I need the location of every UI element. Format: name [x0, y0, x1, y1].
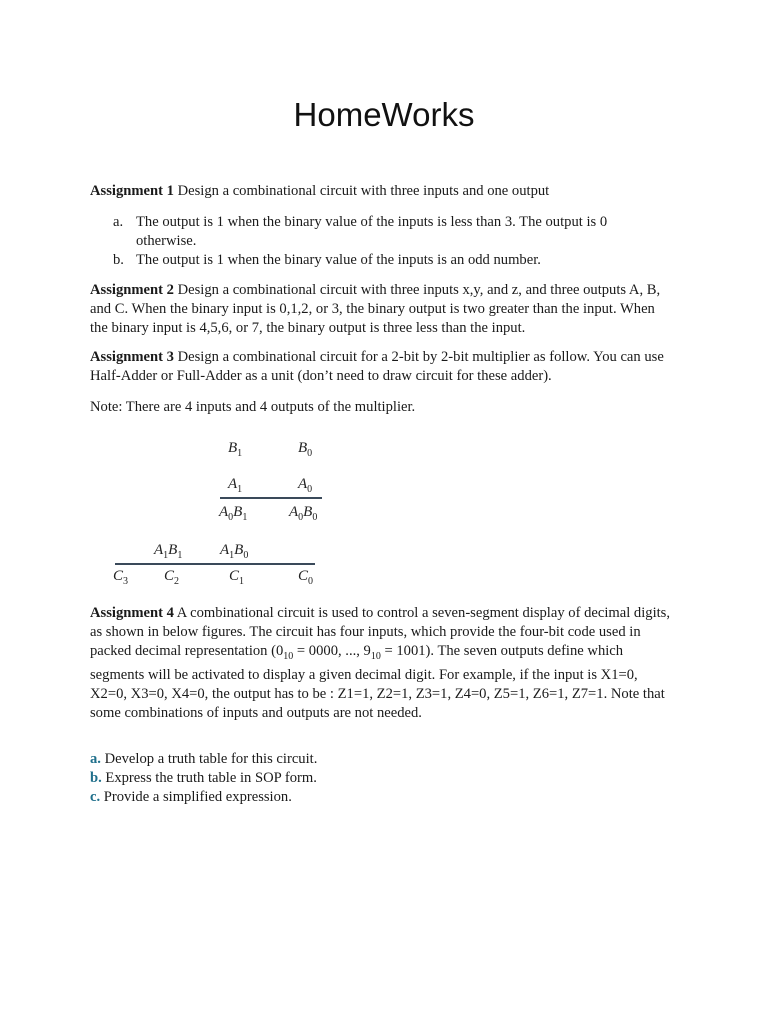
- assignment-3: [90, 348, 675, 386]
- term-a1b0: $A_1B_0$: [220, 542, 249, 561]
- assignment-4-text-3: = 1001). The seven outputs define which segments will be activated to display a given decimal digit. For example, if the input is X1=0, X2=0, X3=0, X4=0, the output has to be : Z1=1, Z2=1, Z3=1, Z4=0, Z5=1, Z6=1, Z7=1. Note that some combinations of inputs and outputs are not needed.: [90, 643, 665, 721]
- assignment-1-lead: Assignment 1: [90, 183, 174, 199]
- term-b1: $B_1$: [228, 440, 243, 459]
- assignment-4-lead: Assignment 4: [90, 605, 174, 621]
- term-b0: $B_0$: [298, 440, 313, 459]
- assignment-4-text-2: = 0000, ..., 9: [293, 643, 371, 659]
- subscript-10: 10: [370, 650, 381, 662]
- term-a1b1: $A_1B_1$: [154, 542, 183, 561]
- term-a1: $A_1$: [228, 476, 243, 495]
- assignment-4-task-b: [90, 769, 675, 788]
- assignment-1-text: Design a combinational circuit with three inputs and one output: [173, 183, 550, 199]
- term-a0b0: $A_0B_0$: [289, 504, 318, 523]
- subscript-10: 10: [283, 650, 294, 662]
- task-text: Provide a simplified expression.: [100, 789, 292, 805]
- assignment-4-task-c: [90, 788, 675, 807]
- task-letter: b.: [90, 770, 102, 786]
- term-c2: $C_2$: [164, 568, 180, 587]
- assignment-1-item-a: [113, 213, 673, 251]
- multiplier-rule-bottom: [115, 563, 315, 565]
- task-letter: a.: [90, 751, 101, 767]
- page-title: HomeWorks: [293, 96, 475, 133]
- term-c3: $C_3$: [113, 568, 129, 587]
- item-marker: a.: [113, 214, 124, 230]
- item-text: The output is 1 when the binary value of the inputs is less than 3. The output is 0 otherwise.: [136, 214, 608, 249]
- assignment-2: [90, 281, 675, 338]
- term-c0: $C_0$: [298, 568, 314, 587]
- assignment-3-text: Design a combinational circuit for a 2-bit by 2-bit multiplier as follow. You can use Half-Adder or Full-Adder as a unit (don’t need to draw circuit for these adder).: [90, 349, 664, 384]
- assignment-4-task-a: [90, 750, 675, 769]
- item-marker: b.: [113, 252, 124, 268]
- assignment-3-note: Note: There are 4 inputs and 4 outputs of the multiplier.: [90, 399, 416, 415]
- term-c1: $C_1$: [229, 568, 245, 587]
- task-text: Express the truth table in SOP form.: [101, 770, 317, 786]
- term-a0b1: $A_0B_1$: [219, 504, 248, 523]
- assignment-1: [90, 182, 675, 201]
- assignment-4-text-1: A combinational circuit is used to control a seven-segment display of decimal digits, as shown in below figures. The circuit has four inputs, which provide the four-bit code used in packed decimal representation (0: [90, 605, 671, 659]
- assignment-3-lead: Assignment 3: [90, 349, 174, 365]
- item-text: The output is 1 when the binary value of the inputs is an odd number.: [136, 252, 541, 268]
- task-letter: c.: [90, 789, 101, 805]
- multiplier-rule-top: [220, 497, 322, 499]
- assignment-4: [90, 604, 675, 723]
- assignment-1-item-b: [113, 251, 673, 270]
- term-a0: $A_0$: [298, 476, 313, 495]
- assignment-2-text: Design a combinational circuit with three inputs x,y, and z, and three outputs A, B, and C. When the binary input is 0,1,2, or 3, the binary output is two greater than the input. When the binary input is 4,5,6, or 7, the binary output is three less than the input.: [90, 282, 661, 336]
- task-text: Develop a truth table for this circuit.: [100, 751, 318, 767]
- assignment-2-lead: Assignment 2: [90, 282, 174, 298]
